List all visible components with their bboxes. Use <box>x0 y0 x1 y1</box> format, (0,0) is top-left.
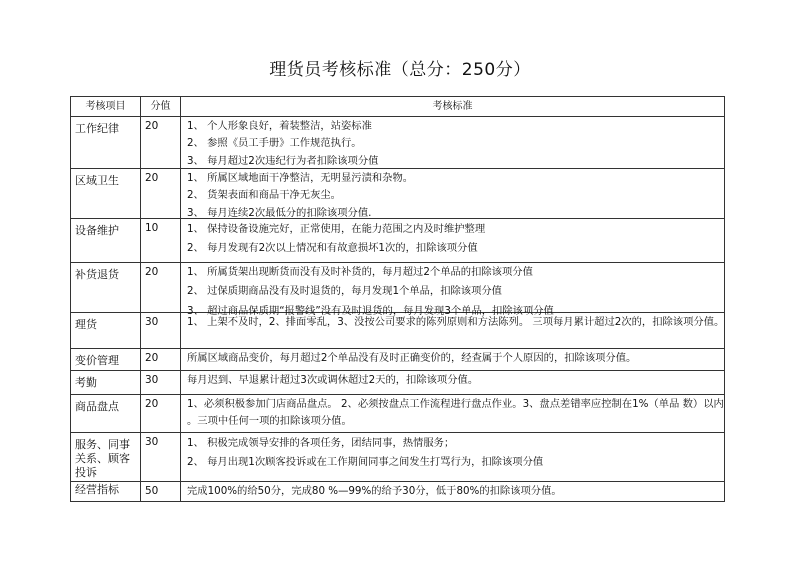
row-standard <box>181 313 725 349</box>
row-score: 30 <box>141 313 181 349</box>
row-score: 20 <box>141 349 181 371</box>
row-standard <box>181 349 725 371</box>
row-item: 考勤 <box>71 371 141 395</box>
table-row <box>71 313 725 349</box>
standard-line: 1、 个人形象良好，着装整洁，站姿标准 <box>187 120 372 132</box>
row-score: 20 <box>141 263 181 313</box>
row-standard <box>181 263 725 317</box>
standard-line: 1、必须积极参加门店商品盘点。 2、必须按盘点工作流程进行盘点作业。3、盘点差错率应控制在1%（单品 数）以内 <box>187 398 724 410</box>
table-row <box>71 371 725 395</box>
table-row <box>71 219 725 263</box>
assessment-table <box>70 96 725 502</box>
row-item: 服务、同事关系、顾客投诉 <box>71 433 141 482</box>
table-row <box>71 349 725 371</box>
standard-line: 3、 超过商品保质期“报警线”没有及时退货的，每月发现3个单品，扣除该项分值 <box>187 305 554 317</box>
table-row <box>71 433 725 482</box>
table-row <box>71 117 725 169</box>
row-score: 50 <box>141 482 181 502</box>
table-row <box>71 482 725 502</box>
row-standard <box>181 482 725 502</box>
table-row <box>71 263 725 313</box>
row-standard <box>181 219 725 263</box>
header-standard: 考核标准 <box>181 97 725 117</box>
standard-line: 完成100%的给50分，完成80 %—99%的给予30分，低于80%的扣除该项分值。 <box>187 485 562 497</box>
row-score: 30 <box>141 371 181 395</box>
row-standard <box>181 169 725 219</box>
row-score: 10 <box>141 219 181 263</box>
row-standard <box>181 395 725 433</box>
standard-line: 1、 上架不及时，2、排面零乱，3、没按公司要求的陈列原则和方法陈列。 三项每月累计超过2次的，扣除该项分值。 <box>187 316 725 328</box>
standard-line: 2、 每月发现有2次以上情况和有故意损坏1次的，扣除该项分值 <box>187 242 478 254</box>
row-standard <box>181 433 725 482</box>
row-item: 区域卫生 <box>71 169 141 219</box>
standard-line: 每月迟到、早退累计超过3次或调休超过2天的，扣除该项分值。 <box>187 374 479 386</box>
row-item: 变价管理 <box>71 349 141 371</box>
row-score: 30 <box>141 433 181 482</box>
standard-line: 1、 所属区域地面干净整洁，无明显污渍和杂物。 <box>187 172 414 184</box>
row-score: 20 <box>141 395 181 433</box>
header-score: 分值 <box>141 97 181 117</box>
row-item: 理货 <box>71 313 141 349</box>
row-standard <box>181 371 725 395</box>
table-row <box>71 169 725 219</box>
standard-line: 2、 参照《员工手册》工作规范执行。 <box>187 137 362 149</box>
standard-line: 3、 每月连续2次最低分的扣除该项分值. <box>187 207 372 219</box>
row-item: 经营指标 <box>71 482 141 502</box>
row-score: 20 <box>141 169 181 219</box>
standard-line: 2、 货架表面和商品干净无灰尘。 <box>187 189 341 201</box>
standard-line: 1、 保持设备设施完好，正常使用，在能力范围之内及时维护整理 <box>187 223 486 235</box>
row-item: 商品盘点 <box>71 395 141 433</box>
standard-line: 。三项中任何一项的扣除该项分值。 <box>187 415 352 427</box>
standard-line: 1、 积极完成领导安排的各项任务，团结同事，热情服务； <box>187 437 455 449</box>
row-item: 工作纪律 <box>71 117 141 169</box>
row-standard <box>181 117 725 169</box>
header-item: 考核项目 <box>71 97 141 117</box>
standard-line: 2、 每月出现1次顾客投诉或在工作期间同事之间发生打骂行为，扣除该项分值 <box>187 456 544 468</box>
standard-line: 3、 每月超过2次违纪行为者扣除该项分值 <box>187 155 379 167</box>
standard-line: 2、 过保质期商品没有及时退货的，每月发现1个单品，扣除该项分值 <box>187 285 502 297</box>
table-row <box>71 395 725 433</box>
row-score: 20 <box>141 117 181 169</box>
table-header-row <box>71 97 725 117</box>
page-title: 理货员考核标准（总分：250分） <box>269 60 531 80</box>
standard-line: 所属区域商品变价，每月超过2个单品没有及时正确变价的，经查属于个人原因的，扣除该项分值。 <box>187 352 637 364</box>
row-item: 补货退货 <box>71 263 141 313</box>
row-item: 设备维护 <box>71 219 141 263</box>
standard-line: 1、 所属货架出现断货而没有及时补货的，每月超过2个单品的扣除该项分值 <box>187 266 533 278</box>
